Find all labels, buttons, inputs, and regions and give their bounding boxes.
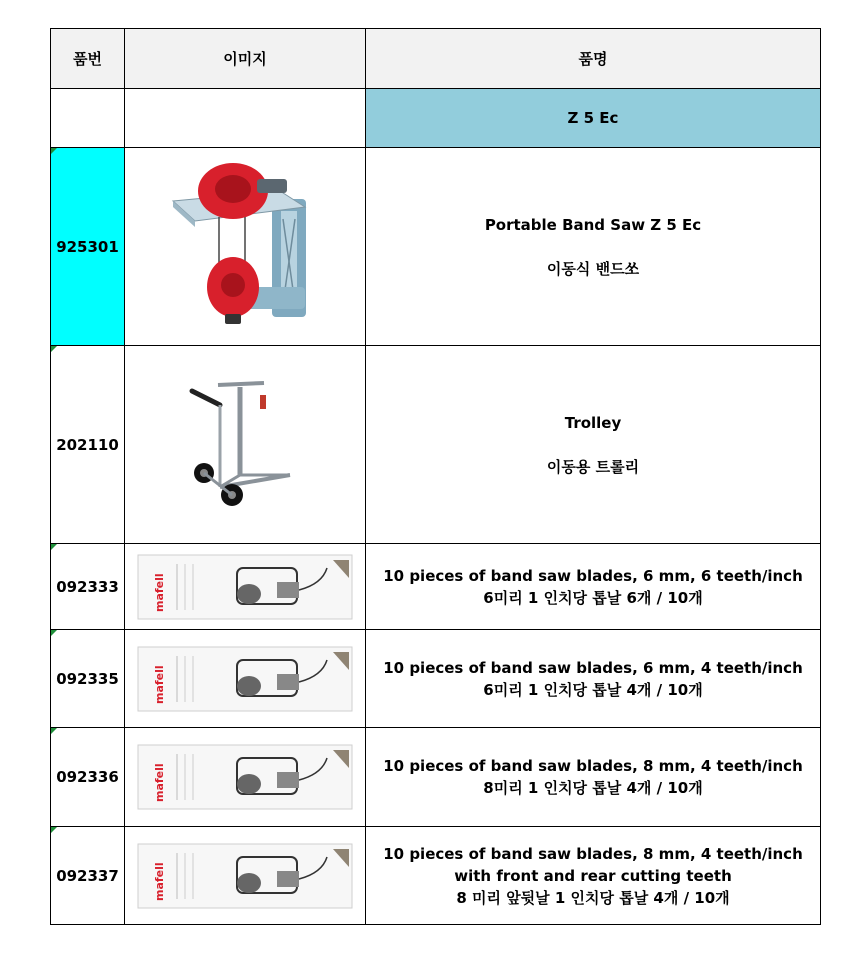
- table-row: [51, 630, 821, 728]
- table-row: [51, 728, 821, 827]
- product-name-cell: [366, 148, 821, 346]
- brand-logo: mafell: [153, 861, 166, 901]
- product-name-cell: [366, 630, 821, 728]
- product-code: 092335: [56, 669, 119, 688]
- product-code-cell: [51, 728, 125, 827]
- product-name-ko: 8 미리 앞뒷날 1 인치당 톱날 4개 / 10개: [456, 888, 730, 907]
- blade-pack-image: [137, 554, 353, 620]
- product-name-cell: [366, 544, 821, 630]
- image-cell: [125, 544, 366, 630]
- image-cell: [125, 728, 366, 827]
- table-row: [51, 544, 821, 630]
- comment-marker-icon: [51, 630, 57, 636]
- header-row: [51, 29, 821, 89]
- product-name-ko: 6미리 1 인치당 톱날 6개 / 10개: [483, 588, 703, 607]
- empty-cell: [125, 89, 366, 148]
- product-code-cell: [51, 630, 125, 728]
- image-cell: [125, 346, 366, 544]
- product-code-cell: [51, 346, 125, 544]
- product-name-ko: 6미리 1 인치당 톱날 4개 / 10개: [483, 680, 703, 699]
- table-row: [51, 827, 821, 925]
- product-name-en-2: with front and rear cutting teeth: [454, 866, 732, 885]
- comment-marker-icon: [51, 728, 57, 734]
- table-row: [51, 346, 821, 544]
- product-name-ko: 이동식 밴드쏘: [546, 259, 640, 278]
- product-name-ko: 이동용 트롤리: [546, 457, 640, 476]
- product-code-cell: [51, 544, 125, 630]
- product-name-en: 10 pieces of band saw blades, 6 mm, 4 teeth/inch: [383, 658, 803, 677]
- product-code: 092333: [56, 577, 119, 596]
- brand-logo: mafell: [153, 572, 166, 612]
- comment-marker-icon: [51, 148, 57, 154]
- product-code: 925301: [56, 237, 119, 256]
- product-name-en: 10 pieces of band saw blades, 8 mm, 4 teeth/inch: [383, 844, 803, 863]
- product-code-cell: [51, 148, 125, 346]
- blade-pack-image: [137, 843, 353, 909]
- product-name-ko: 8미리 1 인치당 톱날 4개 / 10개: [483, 779, 703, 797]
- product-name-cell: [366, 827, 821, 925]
- blade-pack-image: [137, 646, 353, 712]
- blade-pack-image: [137, 744, 353, 810]
- product-table: [50, 28, 821, 925]
- product-name-en: Portable Band Saw Z 5 Ec: [484, 215, 702, 234]
- product-code: 202110: [56, 435, 119, 454]
- header-name: 품명: [366, 29, 821, 89]
- product-name-en: Trolley: [564, 413, 622, 432]
- comment-marker-icon: [51, 346, 57, 352]
- product-name-cell: [366, 346, 821, 544]
- model-row: [51, 89, 821, 148]
- product-code: 092337: [56, 866, 119, 885]
- comment-marker-icon: [51, 544, 57, 550]
- product-name-en: 10 pieces of band saw blades, 8 mm, 4 teeth/inch: [383, 757, 803, 775]
- header-code: 품번: [51, 29, 125, 89]
- band-saw-image: [165, 159, 325, 334]
- brand-logo: mafell: [153, 763, 166, 802]
- image-cell: [125, 148, 366, 346]
- model-title: Z 5 Ec: [366, 89, 821, 148]
- empty-cell: [51, 89, 125, 148]
- header-image: 이미지: [125, 29, 366, 89]
- product-name-en: 10 pieces of band saw blades, 6 mm, 6 teeth/inch: [383, 566, 803, 585]
- brand-logo: mafell: [153, 664, 166, 704]
- table-row: [51, 148, 821, 346]
- product-name-cell: [366, 728, 821, 827]
- image-cell: [125, 630, 366, 728]
- trolley-image: [180, 375, 310, 515]
- image-cell: [125, 827, 366, 925]
- comment-marker-icon: [51, 827, 57, 833]
- product-code-cell: [51, 827, 125, 925]
- product-code: 092336: [56, 768, 119, 786]
